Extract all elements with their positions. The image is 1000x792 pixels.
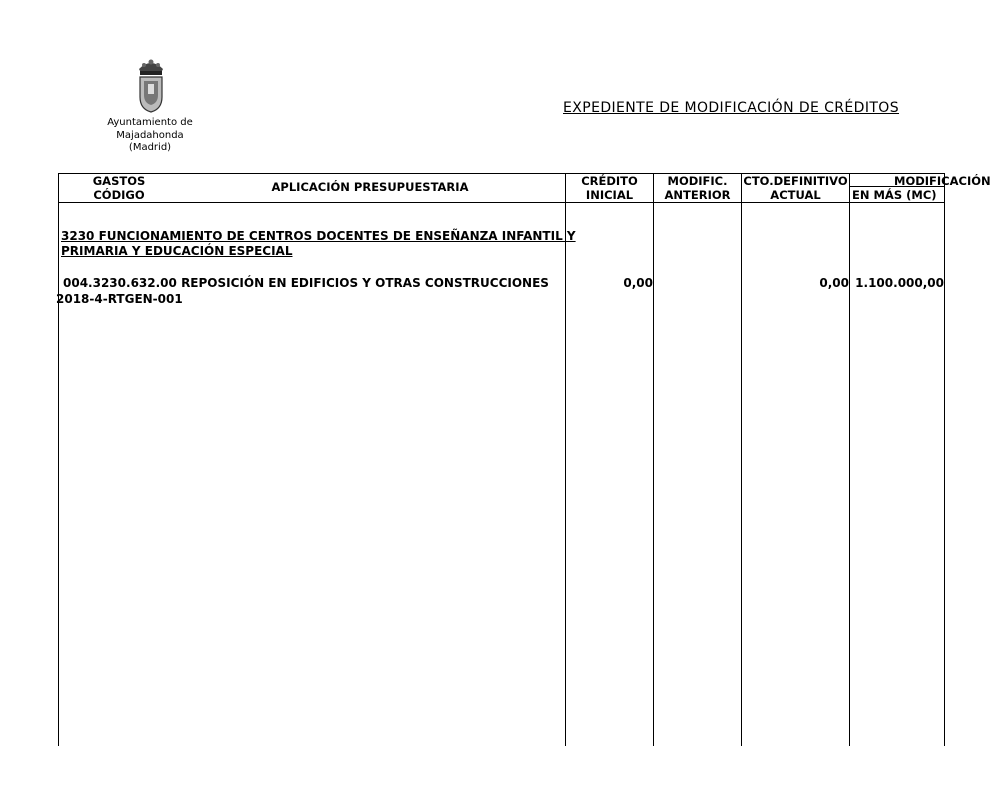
column-divider	[653, 173, 654, 746]
header-modification-increase: MODIFICACIÓN EN MÁS (MC)	[852, 174, 991, 202]
document-title: EXPEDIENTE DE MODIFICACIÓN DE CRÉDITOS	[563, 100, 900, 116]
coat-of-arms-icon	[134, 57, 168, 113]
column-divider	[741, 173, 742, 746]
header-application: APLICACIÓN PRESUPUESTARIA	[271, 180, 469, 194]
header-current-definitive: CTO.DEFINITIVO ACTUAL	[743, 174, 848, 202]
row-initial-credit: 0,00	[623, 276, 653, 290]
column-divider	[58, 173, 59, 746]
header-initial-credit: CRÉDITO INICIAL	[581, 174, 638, 202]
header-code: GASTOS CÓDIGO	[92, 174, 146, 202]
header-previous-modification: MODIFIC. ANTERIOR	[664, 174, 731, 202]
column-divider	[849, 173, 850, 746]
row-project-code: 2018-4-RTGEN-001	[56, 292, 183, 306]
row-code: 004.3230.632.00	[63, 276, 177, 290]
row-description: REPOSICIÓN EN EDIFICIOS Y OTRAS CONSTRUCCIONES	[181, 276, 549, 290]
program-heading: 3230 FUNCIONAMIENTO DE CENTROS DOCENTES DE ENSEÑANZA INFANTIL Y PRIMARIA Y EDUCACIÓN ESPECIAL	[61, 229, 576, 258]
row-current-definitive: 0,00	[819, 276, 849, 290]
row-modification-increase: 1.100.000,00	[855, 276, 944, 290]
header-bottom-border	[58, 202, 945, 203]
table-row-code-description	[63, 276, 549, 291]
column-divider	[944, 173, 945, 746]
organization-name: Ayuntamiento de Majadahonda (Madrid)	[107, 117, 193, 153]
